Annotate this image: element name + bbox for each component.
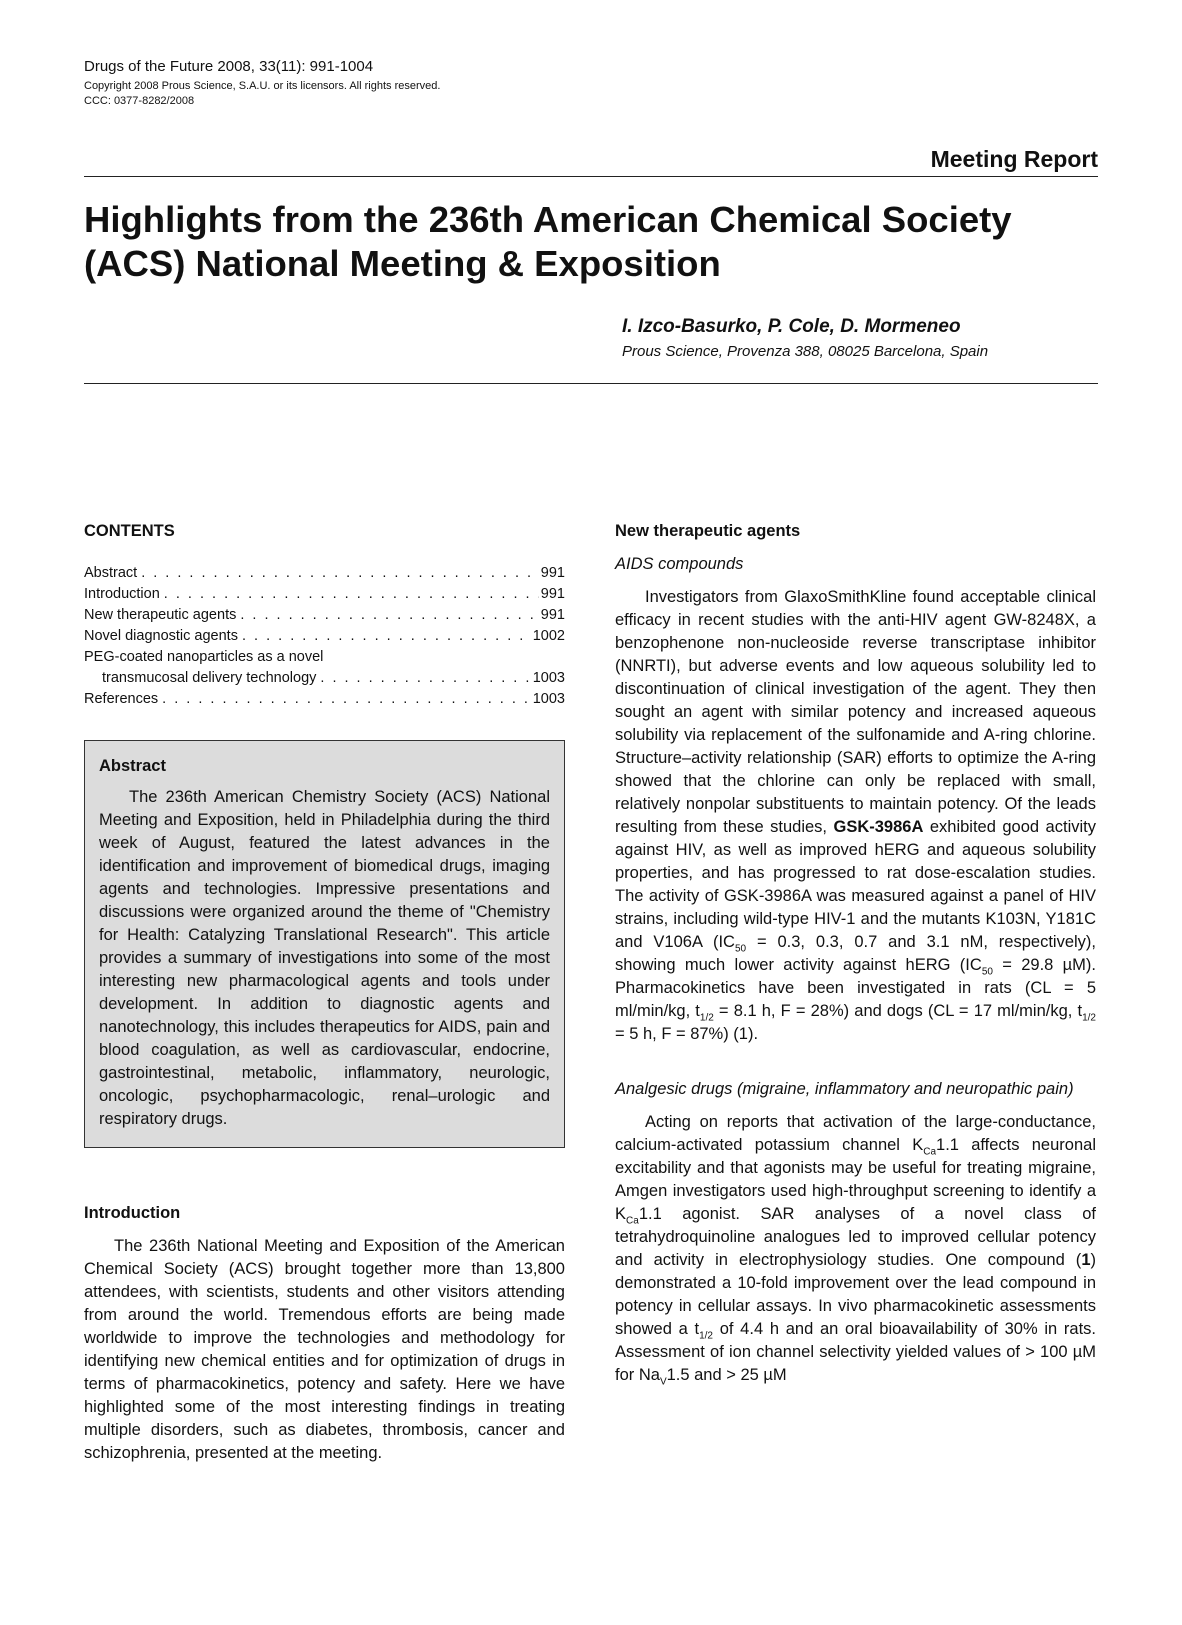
new-agents-heading: New therapeutic agents bbox=[615, 522, 801, 540]
toc-leader-dots bbox=[164, 584, 539, 605]
abstract-box bbox=[84, 740, 565, 1148]
toc-entry-label: PEG-coated nanoparticles as a novel bbox=[84, 649, 324, 665]
header-divider bbox=[84, 176, 1098, 177]
left-column bbox=[84, 520, 565, 1465]
toc-leader-dots bbox=[320, 668, 530, 689]
toc-entry[interactable] bbox=[84, 563, 565, 584]
nav-subscript: V bbox=[659, 1376, 667, 1388]
right-column bbox=[615, 520, 1096, 1387]
aids-text-4: = 29.8 µM). Pharmacokinetics have been investigated in rats (CL = 5 ml/min/kg, t bbox=[615, 956, 1096, 1020]
toc-entry-page: 991 bbox=[540, 565, 565, 581]
toc-leader-dots bbox=[141, 563, 539, 584]
journal-citation: Drugs of the Future 2008, 33(11): 991-1004 bbox=[84, 58, 374, 75]
half-life-subscript: 1/2 bbox=[1082, 1012, 1096, 1024]
aids-text-3: = 0.3, 0.3, 0.7 and 3.1 nM, respectively), showing much lower activity against hERG (IC bbox=[615, 933, 1096, 974]
half-life-subscript: 1/2 bbox=[699, 1330, 713, 1342]
copyright-notice: Copyright 2008 Prous Science, S.A.U. or its licensors. All rights reserved. bbox=[84, 80, 441, 92]
toc-entry-label: transmucosal delivery technology bbox=[102, 670, 317, 686]
article-title: Highlights from the 236th American Chemical Society (ACS) National Meeting & Exposition bbox=[84, 199, 1012, 284]
analgesic-text-4: ) demonstrated a 10-fold improvement over the lead compound in potency in cellular assays. In vivo pharmacokinetic assessments showed a t bbox=[615, 1251, 1096, 1338]
analgesic-text-6: 1.5 and > 25 µM bbox=[666, 1366, 787, 1384]
ca-subscript: Ca bbox=[923, 1146, 937, 1158]
toc-entry[interactable] bbox=[84, 626, 565, 647]
toc-entry-page: 1002 bbox=[532, 628, 565, 644]
toc-entry-label: References bbox=[84, 691, 159, 707]
aids-subheading: AIDS compounds bbox=[615, 555, 744, 573]
ccc-code: CCC: 0377-8282/2008 bbox=[84, 95, 195, 107]
abstract-heading: Abstract bbox=[99, 757, 166, 775]
compound-number: 1 bbox=[1081, 1251, 1091, 1269]
toc-entry[interactable] bbox=[84, 584, 565, 605]
toc-entry-label: New therapeutic agents bbox=[84, 607, 237, 623]
introduction-text: The 236th National Meeting and Exposition of the American Chemical Society (ACS) brought together more than 13,800 attendees, with scientists, students and other visitors attending from around the world. Tremendous efforts are being made worldwide to improve the technologies and methodology for identifying new chemical entities and for optimization of drugs in terms of pharmacokinetics, potency and safety. Here we have highlighted some of the most interesting findings in treating multiple disorders, such as diabetes, thrombosis, cancer and schizophrenia, presented at the meeting. bbox=[84, 1237, 565, 1462]
toc-leader-dots bbox=[240, 605, 538, 626]
introduction-heading: Introduction bbox=[84, 1204, 181, 1222]
analgesic-text-2: 1.1 affects neuronal excitability and that agonists may be useful for treating migraine, Amgen investigators used high-throughput screening to identify a K bbox=[615, 1136, 1096, 1223]
author-affiliation: Prous Science, Provenza 388, 08025 Barcelona, Spain bbox=[622, 343, 989, 360]
analgesic-subheading: Analgesic drugs (migraine, inflammatory and neuropathic pain) bbox=[615, 1080, 1074, 1098]
author-list: I. Izco-Basurko, P. Cole, D. Mormeneo bbox=[622, 316, 961, 337]
toc-entry[interactable] bbox=[84, 647, 565, 668]
aids-text-6: = 5 h, F = 87%) (1). bbox=[615, 1025, 759, 1043]
half-life-subscript: 1/2 bbox=[699, 1012, 714, 1024]
report-type-label: Meeting Report bbox=[930, 146, 1098, 172]
compound-name: GSK-3986A bbox=[833, 818, 924, 836]
toc-entry[interactable] bbox=[84, 668, 565, 689]
toc-entry[interactable] bbox=[84, 605, 565, 626]
toc-leader-dots bbox=[162, 689, 531, 710]
toc-entry[interactable] bbox=[84, 689, 565, 710]
toc-entry-page: 991 bbox=[540, 607, 565, 623]
abstract-text: The 236th American Chemistry Society (ACS) National Meeting and Exposition, held in Philadelphia during the third week of August, featured the latest advances in the identification and improvement of biomedical drugs, imaging agents and technologies. Impressive presentations and discussions were organized around the theme of "Chemistry for Health: Catalyzing Translational Research". This article provides a summary of investigations into some of the most interesting new pharmacological agents and tools under development. In addition to diagnostic agents and nanotechnology, this includes therapeutics for AIDS, pain and blood coagulation, as well as cardiovascular, endocrine, gastrointestinal, metabolic, inflammatory, neurologic, oncologic, psychopharmacologic, renal–urologic and respiratory drugs. bbox=[99, 788, 550, 1128]
toc-entry-label: Abstract bbox=[84, 565, 138, 581]
analgesic-text-3: 1.1 agonist. SAR analyses of a novel class of tetrahydroquinoline analogues led to improved cellular potency and activity in electrophysiology studies. One compound ( bbox=[615, 1205, 1096, 1269]
toc-entry-page: 1003 bbox=[532, 670, 565, 686]
contents-heading: CONTENTS bbox=[84, 522, 175, 540]
aids-text-1: Investigators from GlaxoSmithKline found acceptable clinical efficacy in recent studies with the anti-HIV agent GW-8248X, a benzophenone non-nucleoside reverse transcriptase inhibitor (NNRTI), but adverse events and low aqueous solubility led to discontinuation of clinical investigation of the agent. They then sought an agent with similar potency and increased aqueous solubility via replacement of the sulfonamide and A-ring chlorine. Structure–activity relationship (SAR) efforts to optimize the A-ring showed that the chlorine can only be replaced with small, relatively nonpolar substituents to maintain potency. Of the leads resulting from these studies, bbox=[615, 588, 1096, 836]
analgesic-text-1: Acting on reports that activation of the large-conductance, calcium-activated potassium channel K bbox=[615, 1113, 1096, 1154]
ca-subscript: Ca bbox=[626, 1215, 639, 1227]
toc-entry-page: 991 bbox=[540, 586, 565, 602]
ic50-subscript: 50 bbox=[734, 943, 747, 955]
title-divider bbox=[84, 383, 1098, 384]
aids-text-2: exhibited good activity against HIV, as well as improved hERG and aqueous solubility properties, and has progressed to rat dose-escalation studies. The activity of GSK-3986A was measured against a panel of HIV strains, including wild-type HIV-1 and the mutants K103N, Y181C and V106A (IC bbox=[615, 818, 1096, 951]
ic50-subscript: 50 bbox=[981, 966, 993, 978]
table-of-contents bbox=[84, 563, 565, 710]
toc-entry-label: Novel diagnostic agents bbox=[84, 628, 238, 644]
aids-paragraph bbox=[615, 586, 1096, 1046]
analgesic-paragraph bbox=[615, 1111, 1096, 1387]
aids-text-5: = 8.1 h, F = 28%) and dogs (CL = 17 ml/min/kg, t bbox=[713, 1002, 1083, 1020]
toc-entry-label: Introduction bbox=[84, 586, 160, 602]
toc-leader-dots bbox=[242, 626, 531, 647]
toc-entry-page: 1003 bbox=[532, 691, 565, 707]
analgesic-text-5: of 4.4 h and an oral bioavailability of 30% in rats. Assessment of ion channel selectivity yielded values of > 100 µM for Na bbox=[615, 1320, 1096, 1384]
